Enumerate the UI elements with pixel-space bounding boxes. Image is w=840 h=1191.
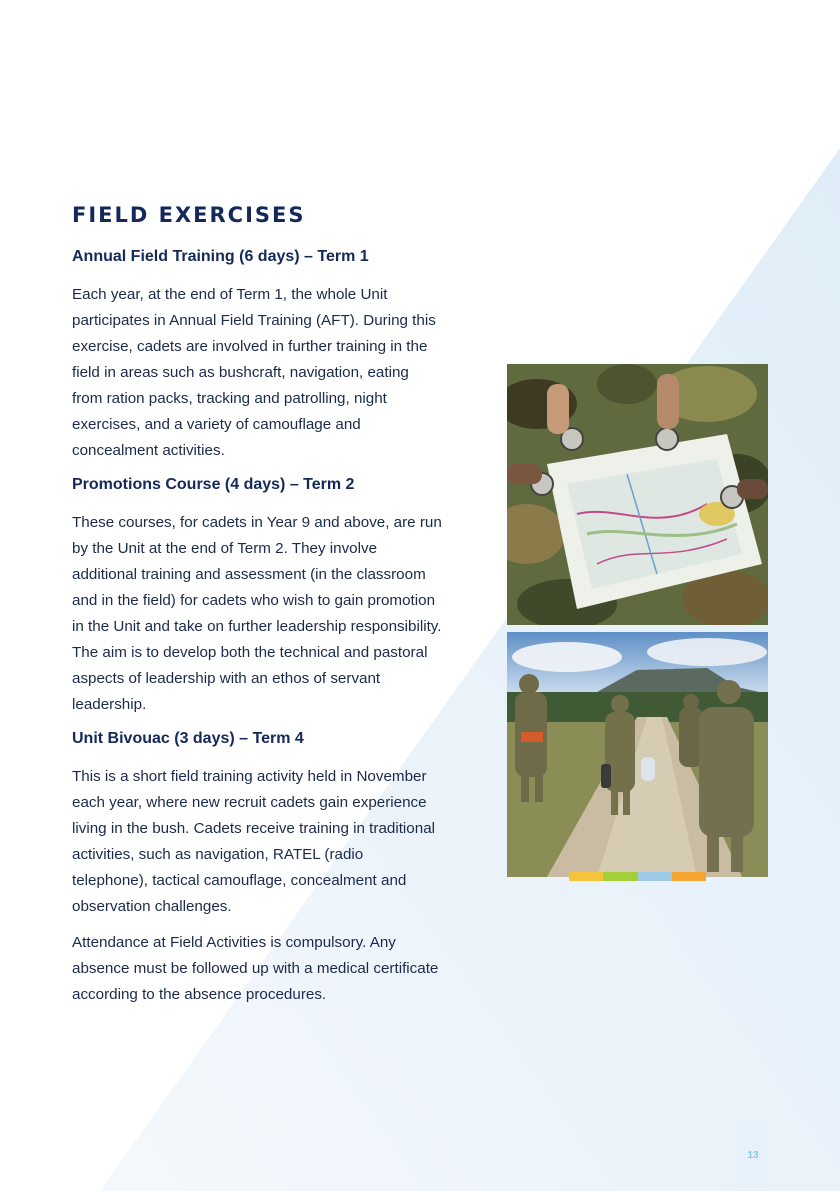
accent-blue [638,872,672,881]
section-heading-unit-bivouac: Unit Bivouac (3 days) – Term 4 [72,730,304,747]
accent-green [603,872,637,881]
section-heading-annual-field-training: Annual Field Training (6 days) – Term 1 [72,248,369,265]
cadets-map-compass-photo [507,364,768,625]
main-content [72,200,442,1018]
cadets-walking-road-photo [507,632,768,877]
accent-orange [672,872,706,881]
page-title: FIELD EXERCISES [72,203,306,227]
promotions-course-text: These courses, for cadets in Year 9 and above, are run by the Unit at the end of Term 2. They involve additional training and assessment (in the classroom and in the field) for cadets who wish to gain promotion in the Unit and take on further leadership responsibility. The aim is to develop both the technical and pastoral aspects of leadership with an ethos of servant leadership. [72,514,442,713]
attendance-text: Attendance at Field Activities is compulsory. Any absence must be followed up with a medical certificate according to the absence procedures. [72,934,439,1003]
accent-yellow [569,872,603,881]
section-heading-promotions-course: Promotions Course (4 days) – Term 2 [72,476,355,493]
unit-bivouac-text: This is a short field training activity held in November each year, where new recruit cadets gain experience living in the bush. Cadets receive training in traditional activities, such as navigation, RATEL (radio telephone), tactical camouflage, concealment and observation challenges. [72,768,436,915]
annual-field-training-text: Each year, at the end of Term 1, the whole Unit participates in Annual Field Training (AFT). During this exercise, cadets are involved in further training in the field in areas such as bushcraft, navigation, eating from ration packs, tracking and patrolling, night exercises, and a variety of camouflage and concealment activities. [72,286,436,459]
page-number: 13 [747,1150,759,1161]
colour-accent-bar [569,872,706,881]
